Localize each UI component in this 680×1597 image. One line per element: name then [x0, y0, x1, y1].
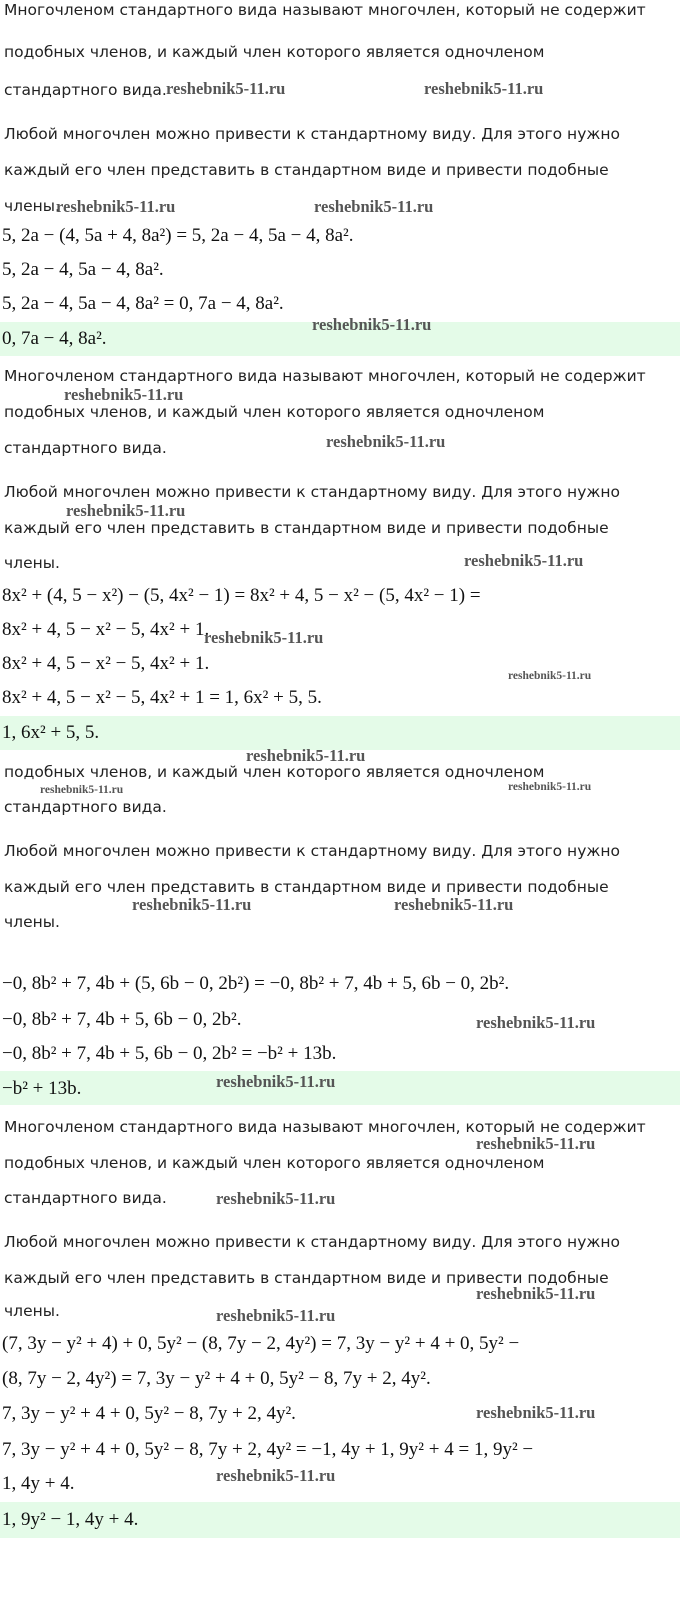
watermark: reshebnik5-11.ru: [56, 197, 176, 216]
rule-line-1: Любой многочлен можно привести к стандартному виду. Для этого нужно: [4, 1233, 620, 1251]
definition-line-2: подобных членов, и каждый член которого является одночленом: [4, 403, 545, 421]
rule-line-2: каждый его член представить в стандартном виде и привести подобные: [4, 1269, 609, 1287]
solution-line: 7, 3y − y² + 4 + 0, 5y² − 8, 7y + 2, 4y².: [2, 1403, 296, 1424]
watermark: reshebnik5-11.ru: [246, 746, 366, 765]
solution-line: (8, 7y − 2, 4y²) = 7, 3y − y² + 4 + 0, 5y² − 8, 7y + 2, 4y².: [2, 1368, 431, 1389]
answer-box: [0, 1502, 680, 1538]
solution-line: 5, 2a − (4, 5a + 4, 8a²) = 5, 2a − 4, 5a − 4, 8a².: [2, 225, 354, 246]
watermark: reshebnik5-11.ru: [216, 1306, 336, 1325]
solution-line: −0, 8b² + 7, 4b + (5, 6b − 0, 2b²) = −0, 8b² + 7, 4b + 5, 6b − 0, 2b².: [2, 973, 510, 994]
solution-line: 5, 2a − 4, 5a − 4, 8a².: [2, 259, 164, 280]
rule-line-3: члены.: [4, 913, 60, 931]
definition-line-3: стандартного вида.: [4, 439, 167, 457]
rule-line-1: Любой многочлен можно привести к стандартному виду. Для этого нужно: [4, 483, 620, 501]
definition-line-2: подобных членов, и каждый член которого является одночленом: [4, 1154, 545, 1172]
definition-line-2: подобных членов, и каждый член которого является одночленом: [4, 763, 545, 781]
solution-line: 8x² + 4, 5 − x² − 5, 4x² + 1.: [2, 653, 210, 674]
watermark: reshebnik5-11.ru: [40, 784, 124, 796]
solution-line: −0, 8b² + 7, 4b + 5, 6b − 0, 2b² = −b² + 13b.: [2, 1043, 337, 1064]
watermark: reshebnik5-11.ru: [64, 385, 184, 404]
solution-line: (7, 3y − y² + 4) + 0, 5y² − (8, 7y − 2, 4y²) = 7, 3y − y² + 4 + 0, 5y² −: [2, 1333, 520, 1354]
answer-text: −b² + 13b.: [2, 1078, 82, 1099]
watermark: reshebnik5-11.ru: [394, 895, 514, 914]
solution-line: 8x² + (4, 5 − x²) − (5, 4x² − 1) = 8x² + 4, 5 − x² − (5, 4x² − 1) =: [2, 585, 481, 606]
watermark: reshebnik5-11.ru: [312, 315, 432, 334]
rule-line-1: Любой многочлен можно привести к стандартному виду. Для этого нужно: [4, 125, 620, 143]
watermark: reshebnik5-11.ru: [476, 1403, 596, 1422]
rule-line-3: члены.: [4, 1302, 60, 1320]
watermark: reshebnik5-11.ru: [476, 1284, 596, 1303]
solution-line: 5, 2a − 4, 5a − 4, 8a² = 0, 7a − 4, 8a².: [2, 293, 284, 314]
watermark: reshebnik5-11.ru: [132, 895, 252, 914]
solution-line: 8x² + 4, 5 − x² − 5, 4x² + 1.: [2, 619, 210, 640]
watermark: reshebnik5-11.ru: [476, 1134, 596, 1153]
definition-line-3: стандартного вида.: [4, 1189, 167, 1207]
watermark: reshebnik5-11.ru: [314, 197, 434, 216]
watermark: reshebnik5-11.ru: [424, 79, 544, 98]
solution-line: 1, 4y + 4.: [2, 1473, 75, 1494]
solution-line: 7, 3y − y² + 4 + 0, 5y² − 8, 7y + 2, 4y² = −1, 4y + 1, 9y² + 4 = 1, 9y² −: [2, 1439, 534, 1460]
definition-line-1: Многочленом стандартного вида называют многочлен, который не содержит: [4, 1118, 646, 1136]
answer-text: 0, 7a − 4, 8a².: [2, 328, 107, 349]
definition-line-2: подобных членов, и каждый член которого является одночленом: [4, 43, 545, 61]
solution-line: −0, 8b² + 7, 4b + 5, 6b − 0, 2b².: [2, 1009, 242, 1030]
rule-line-2: каждый его член представить в стандартном виде и привести подобные: [4, 161, 609, 179]
watermark: reshebnik5-11.ru: [216, 1072, 336, 1091]
answer-box: [0, 1071, 680, 1105]
answer-box: [0, 716, 680, 750]
rule-line-3: члены.: [4, 554, 60, 572]
rule-line-2: каждый его член представить в стандартном виде и привести подобные: [4, 519, 609, 537]
rule-line-2: каждый его член представить в стандартном виде и привести подобные: [4, 878, 609, 896]
definition-line-3: стандартного вида.: [4, 81, 167, 99]
rule-line-3: члены.: [4, 197, 60, 215]
rule-line-1: Любой многочлен можно привести к стандартному виду. Для этого нужно: [4, 842, 620, 860]
solution-line: 8x² + 4, 5 − x² − 5, 4x² + 1 = 1, 6x² + 5, 5.: [2, 687, 322, 708]
answer-text: 1, 9y² − 1, 4y + 4.: [2, 1509, 139, 1530]
definition-line-3: стандартного вида.: [4, 798, 167, 816]
definition-line-1: Многочленом стандартного вида называют многочлен, который не содержит: [4, 367, 646, 385]
watermark: reshebnik5-11.ru: [464, 551, 584, 570]
watermark: reshebnik5-11.ru: [166, 79, 286, 98]
watermark: reshebnik5-11.ru: [326, 432, 446, 451]
watermark: reshebnik5-11.ru: [508, 781, 592, 793]
watermark: reshebnik5-11.ru: [476, 1013, 596, 1032]
watermark: reshebnik5-11.ru: [216, 1189, 336, 1208]
answer-text: 1, 6x² + 5, 5.: [2, 722, 100, 743]
definition-line-1: Многочленом стандартного вида называют многочлен, который не содержит: [4, 1, 646, 19]
watermark: reshebnik5-11.ru: [204, 628, 324, 647]
watermark: reshebnik5-11.ru: [508, 670, 592, 682]
watermark: reshebnik5-11.ru: [216, 1466, 336, 1485]
watermark: reshebnik5-11.ru: [66, 501, 186, 520]
